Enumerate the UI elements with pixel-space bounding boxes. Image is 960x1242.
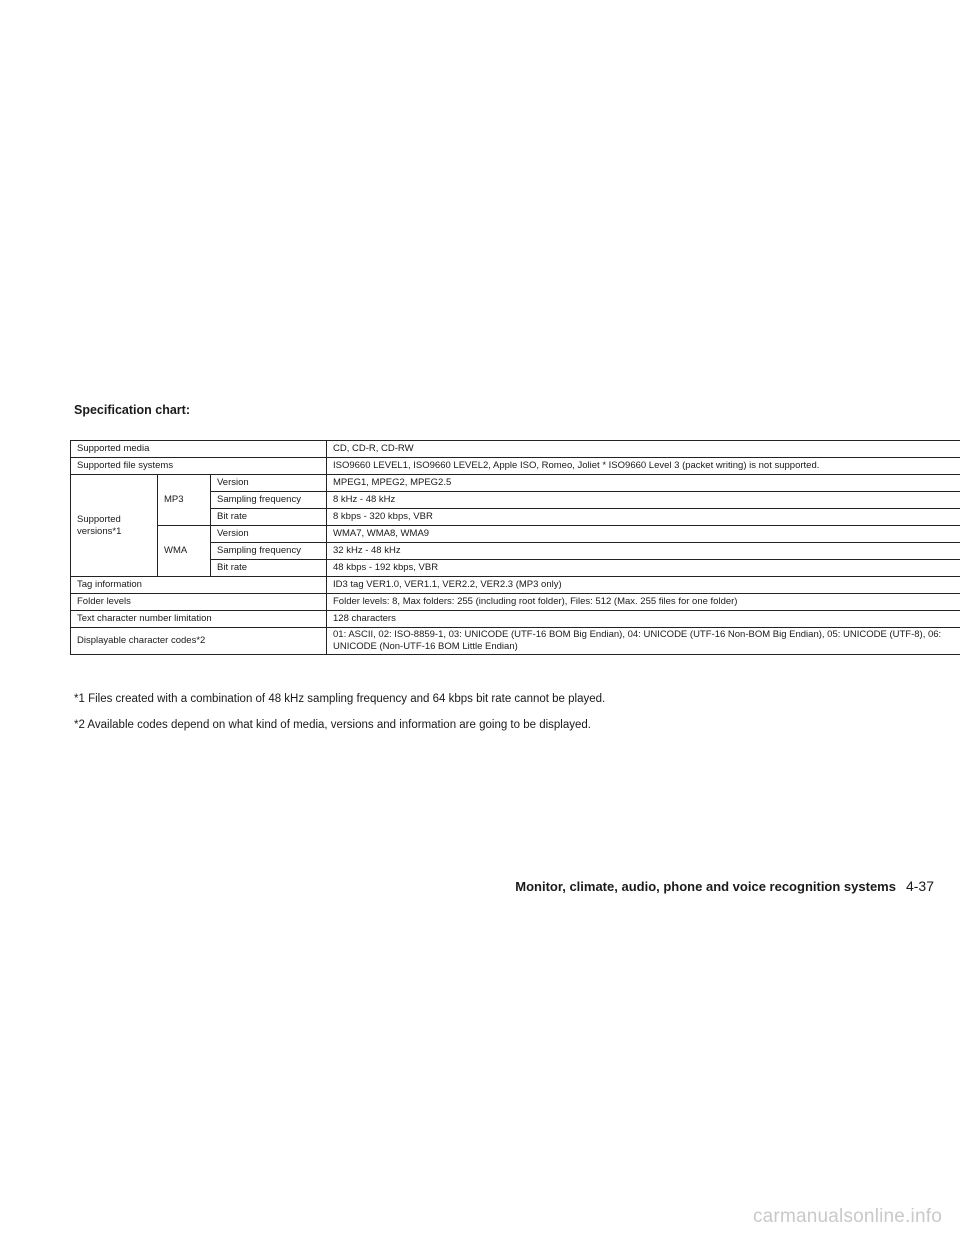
row-label: Supported file systems <box>71 458 327 475</box>
table-row <box>71 526 960 543</box>
page-footer <box>515 878 934 894</box>
row-value: 32 kHz - 48 kHz <box>327 543 960 560</box>
table-row <box>71 628 960 655</box>
watermark: carmanualsonline.info <box>752 1206 942 1227</box>
row-label: Sampling frequency <box>211 543 327 560</box>
table-row <box>71 594 960 611</box>
supported-versions-label: Supported versions*1 <box>71 475 158 577</box>
row-value: ISO9660 LEVEL1, ISO9660 LEVEL2, Apple ISO, Romeo, Joliet * ISO9660 Level 3 (packet writing) is not supported. <box>327 458 960 475</box>
row-value: WMA7, WMA8, WMA9 <box>327 526 960 543</box>
row-value: 128 characters <box>327 611 960 628</box>
row-value: ID3 tag VER1.0, VER1.1, VER2.2, VER2.3 (MP3 only) <box>327 577 960 594</box>
row-label: Folder levels <box>71 594 327 611</box>
wma-format-label: WMA <box>158 526 211 577</box>
row-label: Supported media <box>71 441 327 458</box>
row-label: Version <box>211 475 327 492</box>
row-label: Sampling frequency <box>211 492 327 509</box>
page-heading: Specification chart: <box>74 403 190 417</box>
table-row <box>71 458 960 475</box>
row-value: 8 kbps - 320 kbps, VBR <box>327 509 960 526</box>
mp3-format-label: MP3 <box>158 475 211 526</box>
specification-table <box>70 440 960 655</box>
section-title: Monitor, climate, audio, phone and voice recognition systems <box>515 879 896 894</box>
table-row <box>71 611 960 628</box>
row-label: Text character number limitation <box>71 611 327 628</box>
table-row <box>71 475 960 492</box>
page-number: 4-37 <box>905 878 934 894</box>
row-value: Folder levels: 8, Max folders: 255 (including root folder), Files: 512 (Max. 255 files for one folder) <box>327 594 960 611</box>
table-row <box>71 441 960 458</box>
row-value: 8 kHz - 48 kHz <box>327 492 960 509</box>
footnote-2: *2 Available codes depend on what kind of media, versions and information are going to be displayed. <box>74 719 591 731</box>
row-label: Bit rate <box>211 560 327 577</box>
row-value: MPEG1, MPEG2, MPEG2.5 <box>327 475 960 492</box>
row-value: 48 kbps - 192 kbps, VBR <box>327 560 960 577</box>
row-label: Version <box>211 526 327 543</box>
table-row <box>71 577 960 594</box>
row-label: Bit rate <box>211 509 327 526</box>
row-value: 01: ASCII, 02: ISO-8859-1, 03: UNICODE (UTF-16 BOM Big Endian), 04: UNICODE (UTF-16 Non-BOM Big Endian), 05: UNICODE (UTF-8), 06: UNICODE (Non-UTF-16 BOM Little Endian) <box>327 628 960 655</box>
footnote-1: *1 Files created with a combination of 48 kHz sampling frequency and 64 kbps bit rate cannot be played. <box>74 693 606 705</box>
row-label: Tag information <box>71 577 327 594</box>
row-label: Displayable character codes*2 <box>71 628 327 655</box>
row-value: CD, CD-R, CD-RW <box>327 441 960 458</box>
